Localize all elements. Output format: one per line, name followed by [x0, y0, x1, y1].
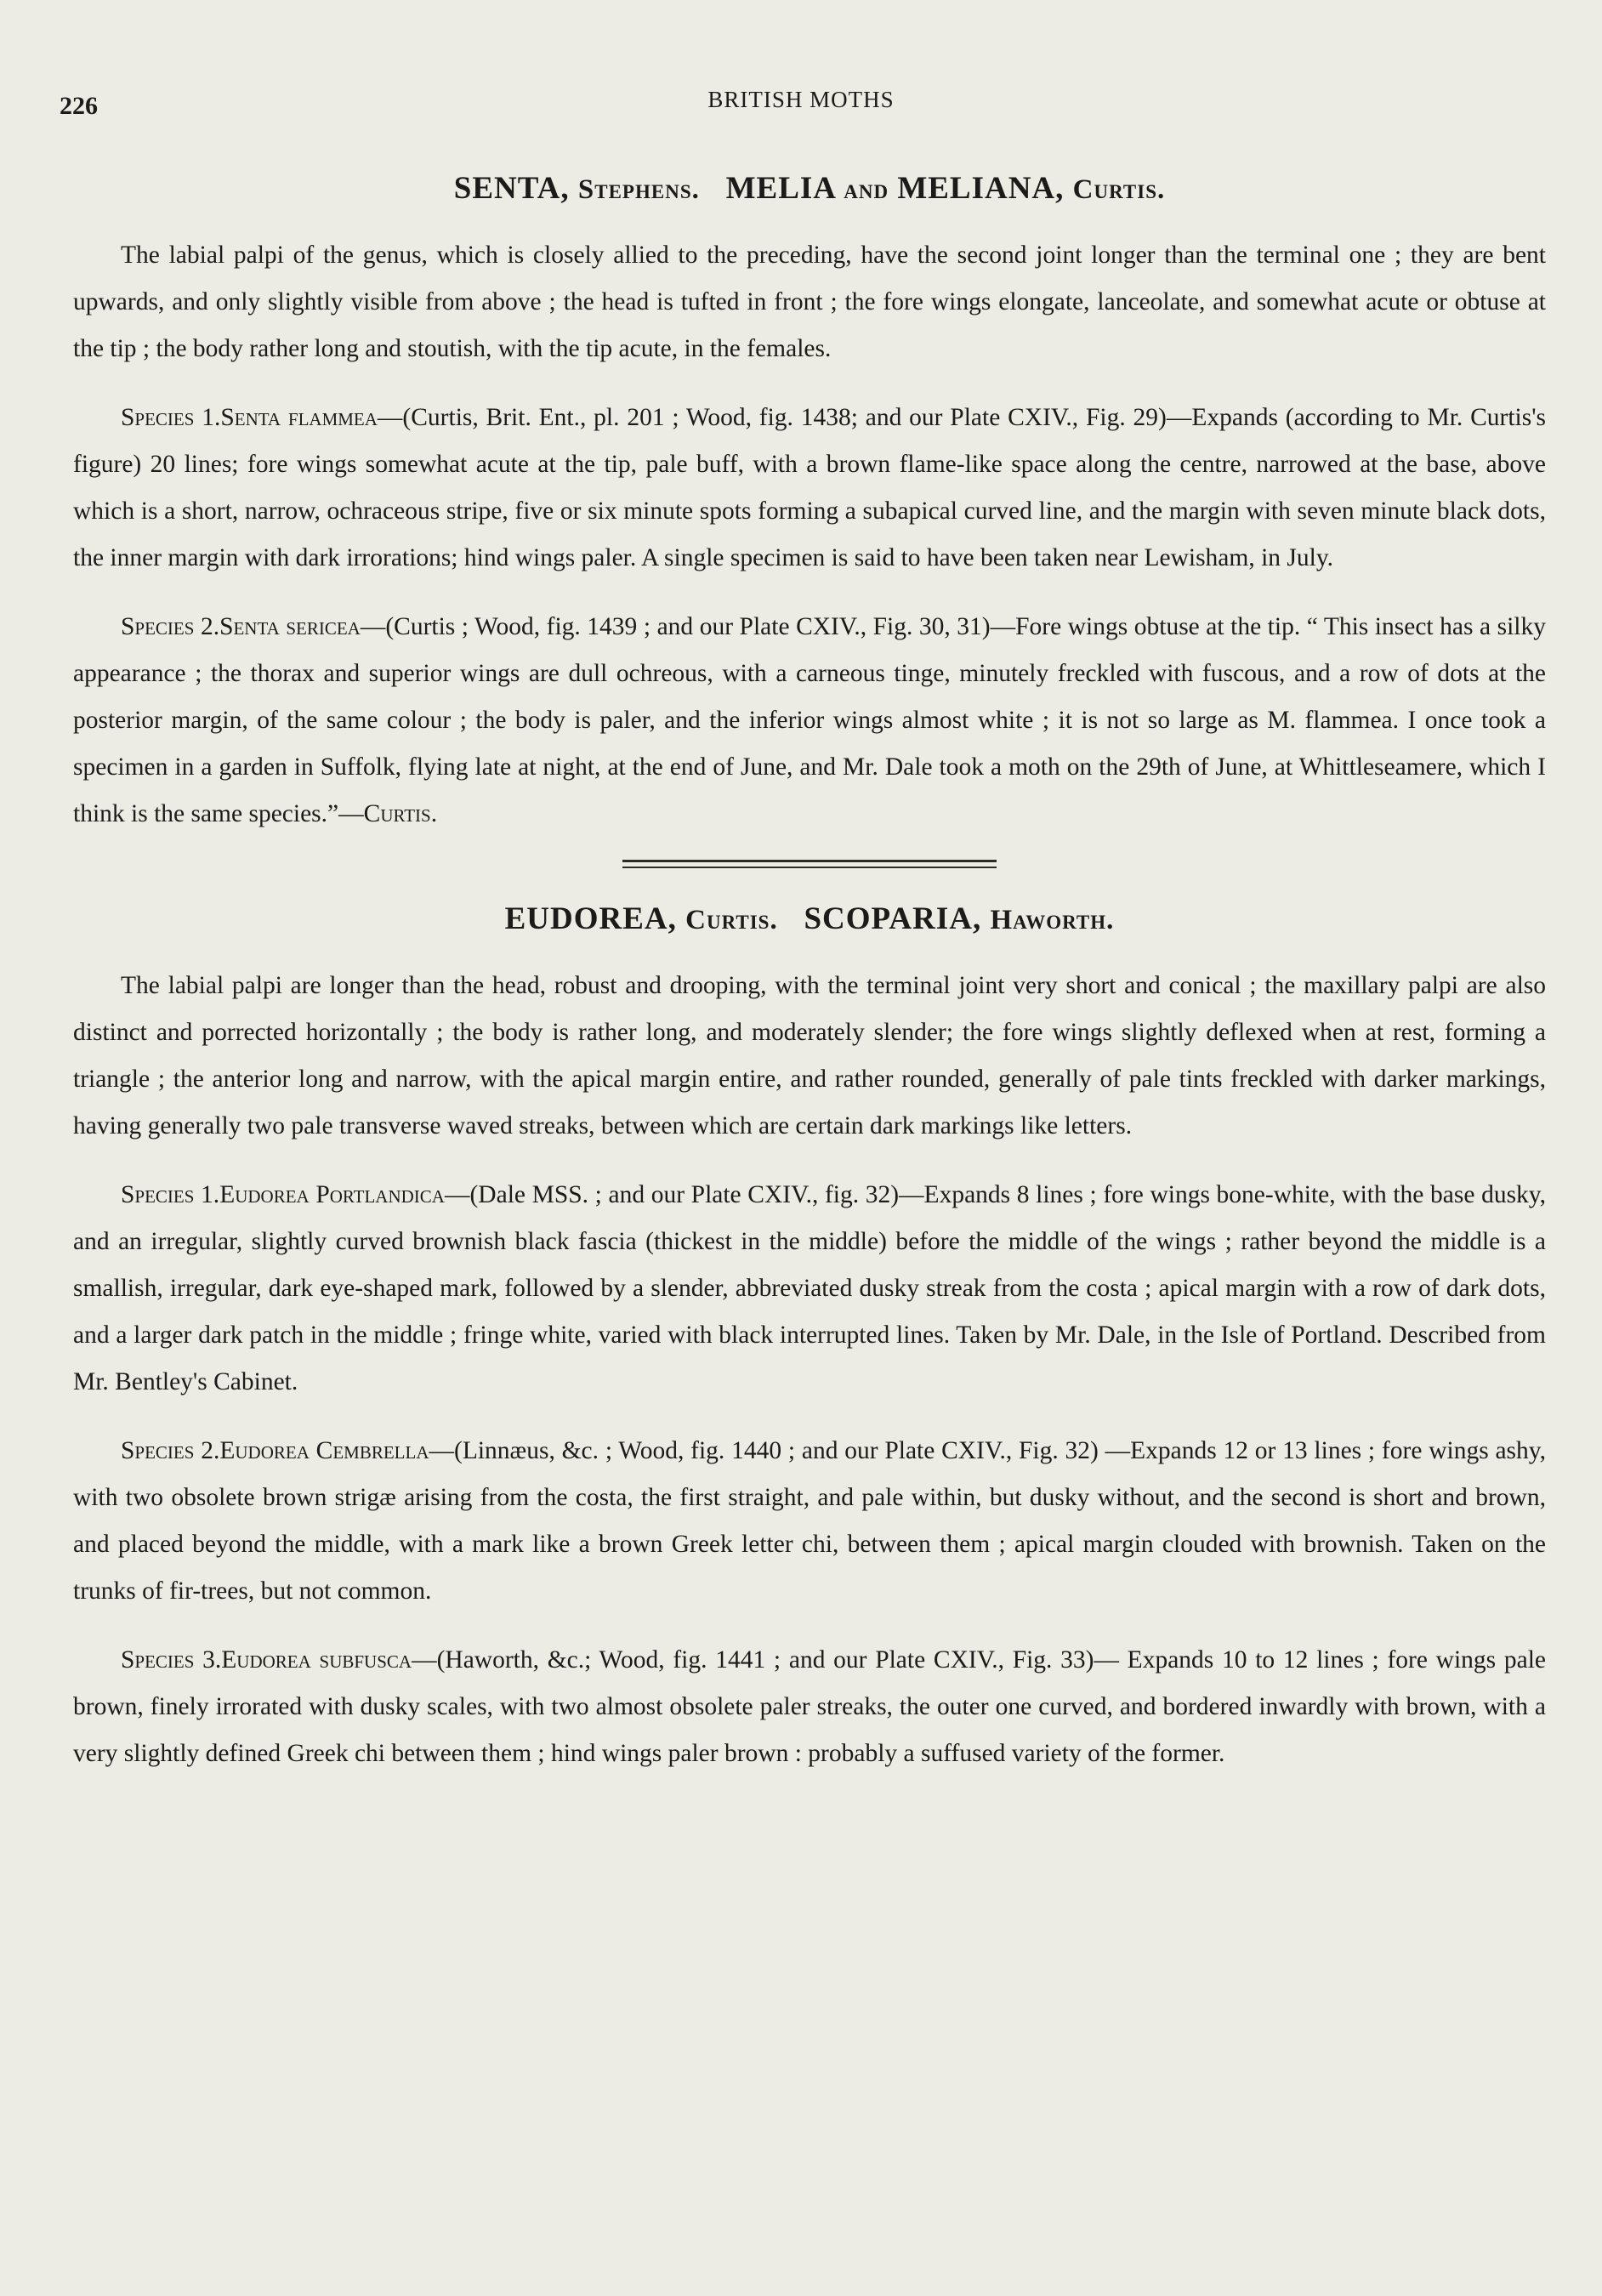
genus-description-senta: The labial palpi of the genus, which is closely allied to the preceding, have the second joint longer than the terminal one ; they are bent upwards, and only slightly visible from above ; the head is tufted in front ; the fore wings elongate, lanceolate, and somewhat acute or obtuse at the tip ; the body rather long and stoutish, with the tip acute, in the females.	[73, 242, 1546, 362]
species-entry-eudorea-cembrella: Species 2.Eudorea Cembrella—(Linnæus, &c. ; Wood, fig. 1440 ; and our Plate CXIV., Fig. 32) —Expands 12 or 13 lines ; fore wings ashy, with two obsolete brown strigæ arising from the costa, the first straight, and pale within, but dusky without, and the second is short and brown, and placed beyond the middle, with a mark like a brown Greek letter chi, between them ; apical margin clouded with brownish. Taken on the trunks of fir-trees, but not common.	[73, 1437, 1547, 1605]
page-number: 226	[60, 92, 98, 120]
species-entry-eudorea-subfusca: Species 3.Eudorea subfusca—(Haworth, &c.; Wood, fig. 1441 ; and our Plate CXIV., Fig. 33)— Expands 10 to 12 lines ; fore wings pale brown, finely irrorated with dusky scales, with two almost obsolete paler streaks, the outer one curved, and bordered inwardly with brown, with a very slightly defined Greek chi between them ; hind wings paler brown : probably a suffused variety of the former.	[73, 1646, 1547, 1767]
species-entry-senta-sericea: Species 2.Senta sericea—(Curtis ; Wood, fig. 1439 ; and our Plate CXIV., Fig. 30, 31)—Fore wings obtuse at the tip. “ This insect has a silky appearance ; the thorax and superior wings are dull ochreous, with a carneous tinge, minutely freckled with fuscous, and a row of dots at the posterior margin, of the same colour ; the body is paler, and the inferior wings almost white ; it is not so large as M. flammea. I once took a specimen in a garden in Suffolk, flying late at night, at the end of June, and Mr. Dale took a moth on the 29th of June, at Whittleseamere, which I think is the same species.”—Curtis.	[73, 613, 1546, 827]
species-entry-senta-flammea: Species 1.Senta flammea—(Curtis, Brit. Ent., pl. 201 ; Wood, fig. 1438; and our Plate CXIV., Fig. 29)—Expands (according to Mr. Curtis's figure) 20 lines; fore wings somewhat acute at the tip, pale buff, with a brown flame-like space along the centre, narrowed at the base, above which is a short, narrow, ochraceous stripe, five or six minute spots forming a subapical curved line, and the margin with seven minute black dots, the inner margin with dark irrorations; hind wings paler. A single specimen is said to have been taken near Lewisham, in July.	[73, 404, 1546, 571]
page-content	[73, 170, 1546, 1799]
section-heading-senta: SENTA, Stephens. MELIA and MELIANA, Curtis.	[453, 171, 1166, 206]
section-heading-eudorea: EUDOREA, Curtis. SCOPARIA, Haworth.	[504, 901, 1115, 936]
running-head	[0, 83, 1602, 120]
species-entry-eudorea-portlandica: Species 1.Eudorea Portlandica—(Dale MSS. ; and our Plate CXIV., fig. 32)—Expands 8 lines ; fore wings bone-white, with the base dusky, and an irregular, slightly curved brownish black fascia (thickest in the middle) before the middle of the wings ; rather beyond the middle is a smallish, irregular, dark eye-shaped mark, followed by a slender, abbreviated dusky streak from the costa ; apical margin with a row of dark dots, and a larger dark patch in the middle ; fringe white, varied with black interrupted lines. Taken by Mr. Dale, in the Isle of Portland. Described from Mr. Bentley's Cabinet.	[73, 1181, 1547, 1395]
running-title: BRITISH MOTHS	[707, 87, 895, 112]
section-divider	[622, 860, 997, 868]
genus-description-eudorea: The labial palpi are longer than the head, robust and drooping, with the terminal joint very short and conical ; the maxillary palpi are also distinct and porrected horizontally ; the body is rather long, and moderately slender; the fore wings slightly deflexed when at rest, forming a triangle ; the anterior long and narrow, with the apical margin entire, and rather rounded, generally of pale tints freckled with darker markings, having generally two pale transverse waved streaks, between which are certain dark markings like letters.	[73, 972, 1546, 1139]
